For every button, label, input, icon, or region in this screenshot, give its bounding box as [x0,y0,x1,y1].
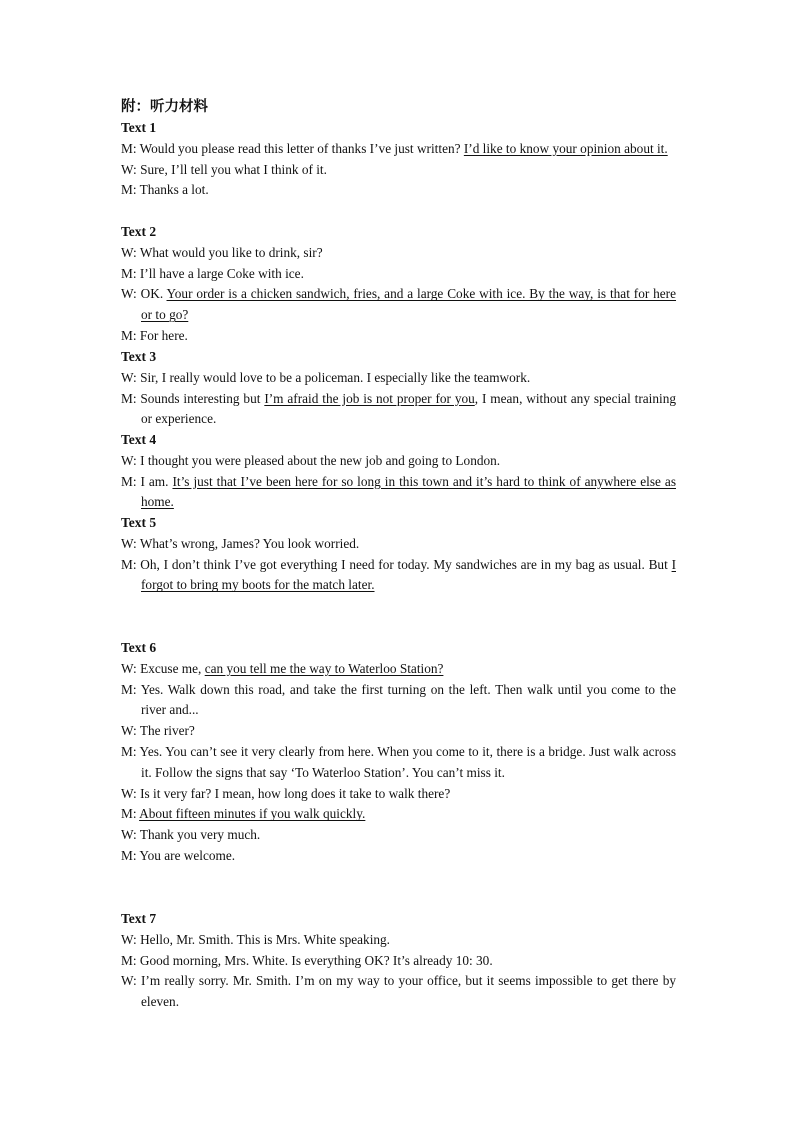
dialogue-line [121,243,676,264]
speaker-text: W: I’m really sorry. Mr. Smith. I’m on my way to your office, but it seems impossible to get there by eleven. [121,973,676,1010]
speaker-text: M: I am. [121,473,173,489]
speaker-text: M: Good morning, Mrs. White. Is everything OK? It’s already 10: 30. [121,952,493,968]
text-section [121,118,676,201]
dialogue-line [121,555,676,597]
dialogue-line [121,284,676,326]
text-section [121,909,676,1013]
dialogue-line [121,472,676,514]
speaker-text: W: Sure, I’ll tell you what I think of it. [121,161,327,177]
dialogue-line [121,534,676,555]
speaker-text: M: Sounds interesting but [121,390,265,406]
section-heading: Text 5 [121,515,157,530]
underlined-answer: I’m afraid the job is not proper for you [264,390,475,406]
dialogue-line [121,659,676,680]
speaker-text: W: Is it very far? I mean, how long does it take to walk there? [121,785,451,801]
dialogue-line [121,326,676,347]
dialogue-line [121,825,676,846]
speaker-text: M: Yes. Walk down this road, and take the first turning on the left. Then walk until you come to the river and... [121,681,676,718]
section-heading: Text 1 [121,120,157,135]
section-heading: Text 7 [121,911,157,926]
speaker-text: M: Yes. You can’t see it very clearly from here. When you come to it, there is a bridge. Just walk across it. Follow the signs that say ‘To Waterloo Station’. You can’t miss it. [121,743,676,780]
dialogue-line [121,139,676,160]
text-section [121,222,676,347]
speaker-text: M: You are welcome. [121,847,236,863]
text-section [121,347,676,430]
underlined-answer: About fifteen minutes if you walk quickly. [139,806,366,822]
section-heading: Text 3 [121,349,157,364]
speaker-text: M: Would you please read this letter of thanks I’ve just written? [121,140,464,156]
speaker-text: W: Thank you very much. [121,827,261,843]
speaker-text-tail: , I mean, without any special training or experience. [141,390,676,427]
speaker-text: W: The river? [121,723,195,739]
speaker-text: W: Hello, Mr. Smith. This is Mrs. White speaking. [121,931,391,947]
dialogue-line [121,264,676,285]
underlined-answer: I forgot to bring my boots for the match later. [141,556,676,593]
underlined-answer: can you tell me the way to Waterloo Station? [204,660,444,676]
dialogue-line [121,846,676,867]
section-heading: Text 2 [121,224,157,239]
dialogue-line [121,680,676,722]
dialogue-line [121,160,676,181]
text-section [121,638,676,867]
dialogue-line [121,784,676,805]
dialogue-line [121,951,676,972]
speaker-text: M: [121,806,140,822]
text-section [121,513,676,596]
underlined-answer: It’s just that I’ve been here for so long in this town and it’s hard to think of anywhere else as home. [141,473,676,510]
dialogue-line [121,804,676,825]
page-title: 附：听力材料 [121,99,208,115]
dialogue-line [121,389,676,431]
dialogue-line [121,368,676,389]
underlined-answer: Your order is a chicken sandwich, fries, and a large Coke with ice. By the way, is that for here or to go? [141,286,677,323]
dialogue-line [121,180,676,201]
dialogue-line [121,971,676,1013]
speaker-text: W: What would you like to drink, sir? [121,244,323,260]
speaker-text: M: Oh, I don’t think I’ve got everything I need for today. My sandwiches are in my bag as usual. But [121,556,672,572]
speaker-text: W: What’s wrong, James? You look worried. [121,535,360,551]
section-heading: Text 4 [121,432,157,447]
underlined-answer: I’d like to know your opinion about it. [463,140,668,156]
speaker-text: W: OK. [121,286,167,302]
speaker-text: M: Thanks a lot. [121,182,209,198]
dialogue-line [121,742,676,784]
dialogue-line [121,451,676,472]
dialogue-line [121,930,676,951]
speaker-text: M: I’ll have a large Coke with ice. [121,265,304,281]
speaker-text: W: Sir, I really would love to be a policeman. I especially like the teamwork. [121,369,531,385]
text-section [121,430,676,513]
dialogue-line [121,721,676,742]
speaker-text: W: Excuse me, [121,660,205,676]
speaker-text: W: I thought you were pleased about the new job and going to London. [121,452,501,468]
section-heading: Text 6 [121,640,157,655]
speaker-text: M: For here. [121,327,188,343]
